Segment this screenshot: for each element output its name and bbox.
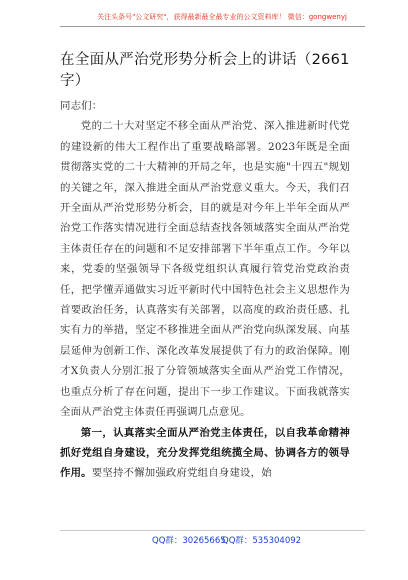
- footer-qq-group-1: QQ群：30265665: [152, 536, 226, 546]
- paragraph-2-text: 要坚持不懈加强政府党组自身建设，始: [91, 467, 272, 480]
- footer-divider: [60, 530, 365, 531]
- salutation: 同志们：: [60, 100, 103, 112]
- paragraph-2: [60, 423, 350, 484]
- document-body: [60, 96, 350, 484]
- header-divider: [60, 26, 365, 27]
- header-banner: [0, 0, 408, 40]
- footer-qq-group-2: QQ群：535304092: [222, 536, 302, 546]
- document-title: 在全面从严治党形势分析会上的讲话（2661字）: [60, 52, 350, 89]
- paragraph-1: 党的二十大对坚定不移全面从严治党、深入推进新时代党的建设新的伟大工程作出了重要战略部署。2023年既是全面贯彻落实党的二十大精神的开局之年，也是实施"十四五"规划的关键之年，深入推进全面从严治党意义重大。今天，我们召开全面从严治党形势分析会，目的就是对今年上半年全面从严治党工作落实情况进行全面总结查找各领域落实全面从严治党主体责任存在的问题和不足安排部署下半年重点工作。今年以来，党委的坚强领导下各级党组织认真履行管党治党政治责任，把学懂弄通做实习近平新时代中国特色社会主义思想作为首要政治任务，认真落实有关部署，以高度的政治责任感、扎实有力的举措，坚定不移推进全面从严治党向纵深发展、向基层延伸为创新工作、深化改革发展提供了有力的政治保障。刚才X负责人分别汇报了分管领域落实全面从严治党工作情况，也重点分析了存在问题，提出下一步工作建议。下面我就落实全面从严治党主体责任再强调几点意见。: [60, 120, 350, 419]
- footer: [0, 528, 408, 548]
- paragraph-2-heading: 第一，认真落实全面从严治党主体责任，以自我革命精神抓好党组自身建设，充分发挥党组统揽全局、协调各方的领导作用。: [60, 426, 350, 480]
- header-banner-text: 关注头条号"公文研究"，获得最新最全最专业的公文资料库！ 微信：gongwenyj: [97, 13, 347, 21]
